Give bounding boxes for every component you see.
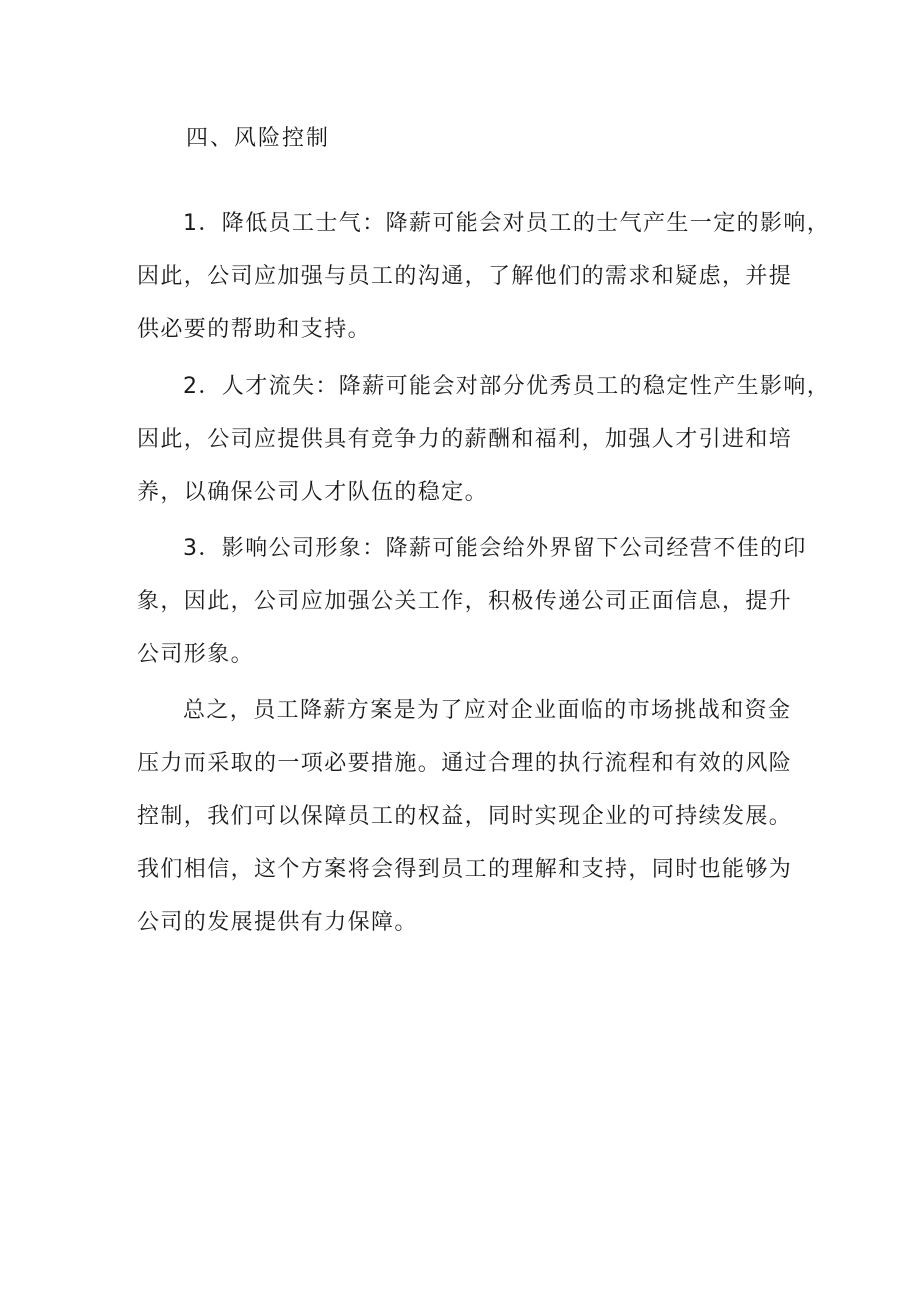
- paragraph-line: 控制，我们可以保障员工的权益，同时实现企业的可持续发展。: [137, 804, 793, 829]
- paragraph-line: 2．人才流失：降薪可能会对部分优秀员工的稳定性产生影响，: [183, 374, 831, 399]
- paragraph-line: 因此，公司应加强与员工的沟通，了解他们的需求和疑虑，并提: [137, 264, 793, 289]
- paragraph-line: 象，因此，公司应加强公关工作，积极传递公司正面信息，提升: [137, 589, 793, 614]
- paragraph-line: 因此，公司应提供具有竞争力的薪酬和福利，加强人才引进和培: [137, 427, 793, 452]
- paragraph-line: 1．降低员工士气：降薪可能会对员工的士气产生一定的影响，: [183, 211, 831, 236]
- paragraph-conclusion: [137, 684, 797, 949]
- paragraph-talent-loss: [137, 360, 831, 519]
- paragraph-line: 供必要的帮助和支持。: [137, 317, 372, 342]
- section-heading: 四、风险控制: [186, 126, 331, 151]
- paragraph-line: 3．影响公司形象：降薪可能会给外界留下公司经营不佳的印: [183, 536, 807, 561]
- paragraph-line: 养，以确保公司人才队伍的稳定。: [137, 480, 489, 505]
- paragraph-company-image: [137, 522, 807, 681]
- paragraph-line: 我们相信，这个方案将会得到员工的理解和支持，同时也能够为: [137, 857, 793, 882]
- paragraph-line: 公司形象。: [137, 642, 255, 667]
- paragraph-line: 公司的发展提供有力保障。: [137, 910, 418, 935]
- paragraph-morale: [137, 197, 831, 356]
- paragraph-line: 总之，员工降薪方案是为了应对企业面临的市场挑战和资金: [183, 698, 792, 723]
- paragraph-line: 压力而采取的一项必要措施。通过合理的执行流程和有效的风险: [137, 751, 793, 776]
